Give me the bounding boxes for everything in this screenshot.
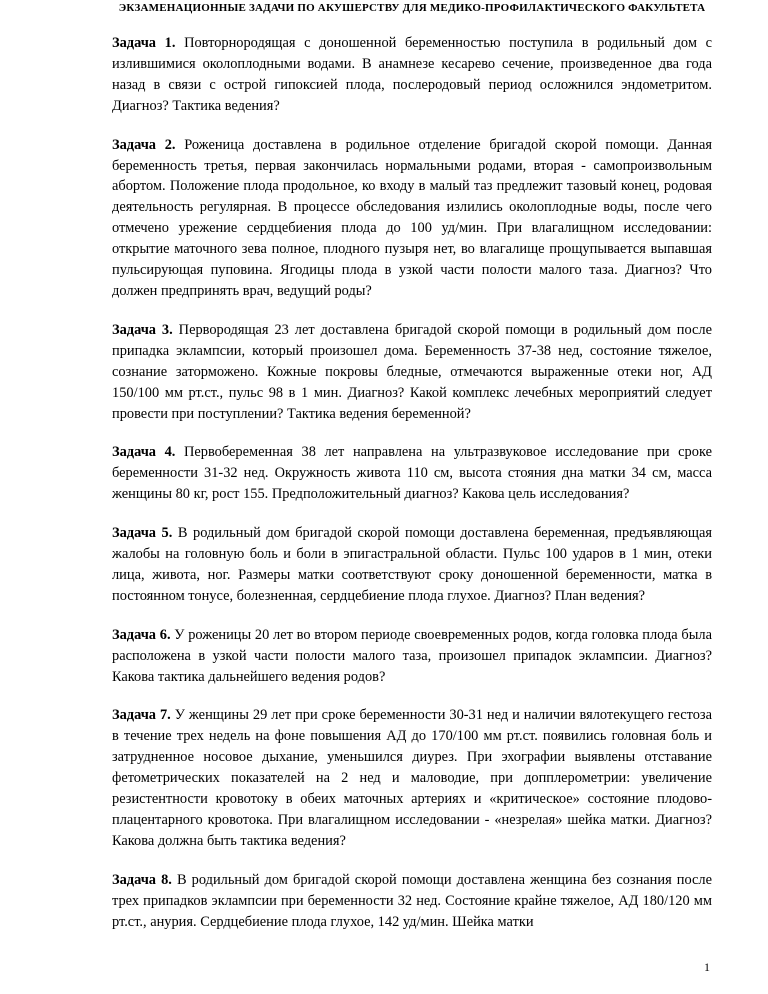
task-text: В родильный дом бригадой скорой помощи доставлена беременная, предъявляющая жалобы на головную боль и боли в эпигастральной области. Пульс 100 ударов в 1 мин, отеки лица, живота, ног. Размеры матки соответствуют сроку доношенной беременности, матка в постоянном тонусе, болезненная, сердцебиение плода глухое. Диагноз? План ведения? [112, 525, 712, 604]
task-text: В родильный дом бригадой скорой помощи доставлена женщина без сознания после трех припадков эклампсии при беременности 32 нед. Состояние крайне тяжелое, АД 180/120 мм рт.ст., анурия. Сердцебиение плода глухое, 142 уд/мин. Шейка матки [112, 871, 712, 930]
task-label: Задача 8. [112, 871, 172, 888]
task-8 [112, 870, 712, 933]
task-7 [112, 705, 712, 851]
task-4 [112, 442, 712, 505]
task-label: Задача 7. [112, 707, 171, 724]
task-6 [112, 625, 712, 688]
task-label: Задача 6. [112, 626, 171, 643]
task-text: Роженица доставлена в родильное отделение бригадой скорой помощи. Данная беременность третья, первая закончилась нормальными родами, вторая - самопроизвольным абортом. Положение плода продольное, ко входу в малый таз предлежит тазовый конец, родовая деятельность регулярная. В процессе обследования излились околоплодные воды, после чего отмечено урежение сердцебиения плода до 100 уд/мин. При влагалищном исследовании: открытие маточного зева полное, плодного пузыря нет, во влагалище прощупывается выпавшая пульсирующая пуповина. Ягодицы плода в узкой части полости малого таза. Диагноз? Что должен предпринять врач, ведущий роды? [112, 136, 712, 299]
page-number: 1 [704, 960, 710, 974]
task-3 [112, 320, 712, 425]
task-label: Задача 2. [112, 136, 176, 153]
task-text: У роженицы 20 лет во втором периоде своевременных родов, когда головка плода была расположена в узкой части полости малого таза, произошел припадок эклампсии. Диагноз? Какова тактика дальнейшего ведения родов? [112, 626, 712, 685]
task-label: Задача 5. [112, 525, 173, 542]
task-label: Задача 3. [112, 321, 173, 338]
document-title: ЭКЗАМЕНАЦИОННЫЕ ЗАДАЧИ ПО АКУШЕРСТВУ ДЛЯ МЕДИКО-ПРОФИЛАКТИЧЕСКОГО ФАКУЛЬТЕТА [118, 2, 706, 14]
task-label: Задача 4. [112, 444, 176, 461]
task-label: Задача 1. [112, 35, 176, 51]
task-text: Первородящая 23 лет доставлена бригадой скорой помощи в родильный дом после припадка эклампсии, который произошел дома. Беременность 37-38 нед, состояние тяжелое, сознание заторможено. Кожные покровы бледные, отмечаются выраженные отеки ног, АД 150/100 мм рт.ст., пульс 98 в 1 мин. Диагноз? Какой комплекс лечебных мероприятий следует провести при поступлении? Тактика ведения беременной? [112, 321, 712, 422]
task-1 [112, 33, 712, 117]
task-5 [112, 523, 712, 607]
task-text: Повторнородящая с доношенной беременностью поступила в родильный дом с излившимися околоплодными водами. В анамнезе кесарево сечение, произведенное два года назад в связи с острой гипоксией плода, послеродовый период осложнился эндометритом. Диагноз? Тактика ведения? [112, 35, 712, 114]
task-2 [112, 135, 712, 302]
task-text: У женщины 29 лет при сроке беременности 30-31 нед и наличии вялотекущего гестоза в течение трех недель на фоне повышения АД до 170/100 мм рт.ст. появились головная боль и затрудненное носовое дыхание, уменьшился диурез. При эхографии выявлены отставание фетометрических показателей на 2 нед и маловодие, при допплерометрии: увеличение резистентности кровотоку в обеих маточных артериях и «критическое» состояние плодово-плацентарного кровотока. При влагалищном исследовании - «незрелая» шейка матки. Диагноз? Какова должна быть тактика ведения? [112, 707, 712, 849]
task-text: Первобеременная 38 лет направлена на ультразвуковое исследование при сроке беременности 31-32 нед. Окружность живота 110 см, высота стояния дна матки 34 см, масса женщины 80 кг, рост 155. Предположительный диагноз? Какова цель исследования? [112, 444, 712, 503]
